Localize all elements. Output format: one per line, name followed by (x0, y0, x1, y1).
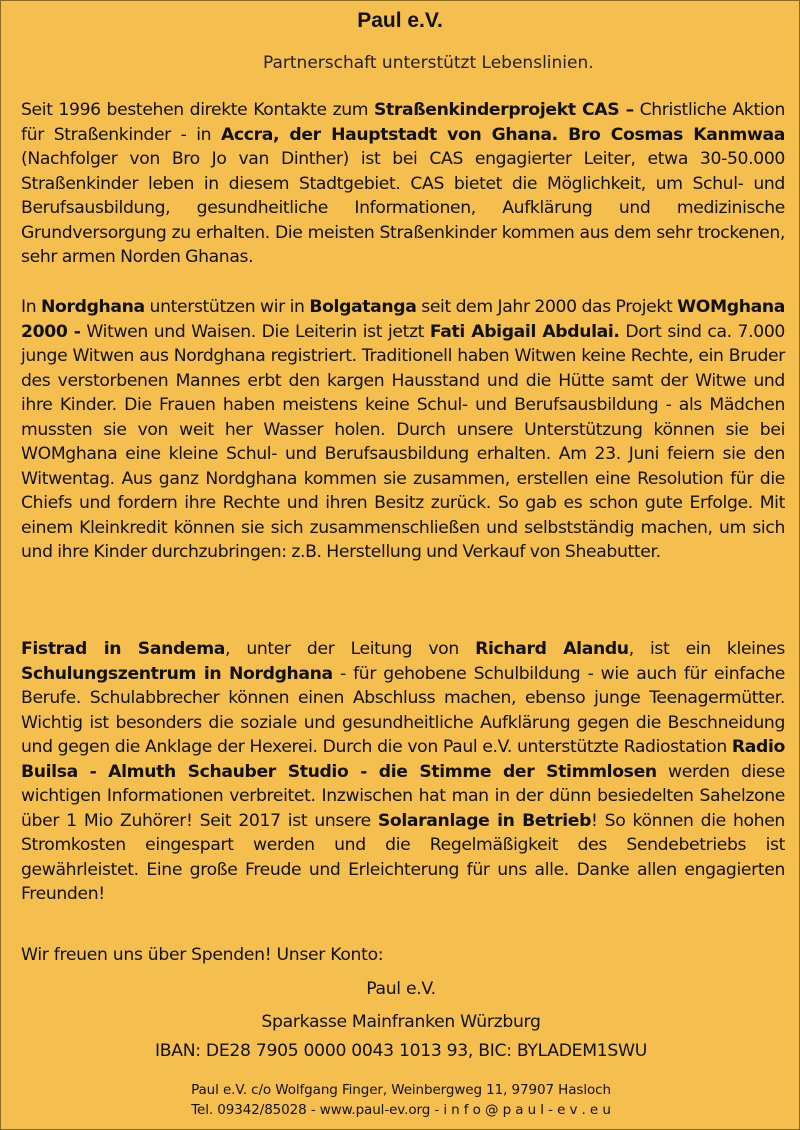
bold-text-run: Straßenkinderprojekt CAS – (373, 100, 634, 120)
bold-text-run: Fistrad in Sandema (21, 639, 226, 659)
text-run: unterstützen wir in (144, 297, 310, 317)
bold-text-run: Schulungszentrum in Nordghana (21, 663, 333, 684)
bold-text-run: Richard Alandu (475, 639, 629, 659)
donation-intro: Wir freuen uns über Spenden! Unser Konto: (21, 945, 384, 965)
paragraph-cas (21, 98, 785, 270)
bold-text-run: Radio Builsa - Almuth Schauber Studio - die Stimme der Stimmlosen (21, 737, 785, 782)
bank-name: Sparkasse Mainfranken Würzburg (261, 1012, 541, 1032)
text-run: seit dem Jahr 2000 das Projekt (416, 297, 678, 317)
text-run: werden diese wichtigen Informationen verbreitet. Inzwischen hat man in der dünn besiedelten Sahelzone über 1 Mio Zuhörer! Seit 2017 ist unsere (21, 761, 785, 831)
bold-text-run: Accra, der Hauptstadt von Ghana. Bro Cosmas Kanmwaa (220, 124, 785, 145)
paragraph-womghana (21, 295, 785, 565)
bold-text-run: Fati Abigail Abdulai. (429, 321, 620, 342)
bold-text-run: Nordghana (41, 297, 145, 317)
text-run: - für gehobene Schulbildung - wie auch für einfache Berufe. Schulabbrecher können einen Abschluss machen, ebenso junge Teenagermütter. Wichtig ist besonders die soziale und gesundheitliche Aufklärung gegen die Beschneidung und gegen die Anklage der Hexerei. Durch die von Paul e.V. unterstützte Radiostation (21, 663, 785, 757)
account-holder: Paul e.V. (366, 979, 436, 999)
footer-contact: Tel. 09342/85028 - www.paul-ev.org - i n f o @ p a u l - e v . e u (191, 1102, 611, 1118)
text-run: ! So können die hohen Stromkosten eingespart werden und die Regelmäßigkeit des Sendebetriebs ist gewährleistet. Eine große Freude und Erleichterung für uns alle. Danke allen engagierten Freunden! (21, 810, 785, 904)
text-run: (Nachfolger von Bro Jo van Dinther) ist bei CAS engagierter Leiter, etwa 30-50.000 Straßenkinder leben in diesem Stadtgebiet. CAS bietet die Möglichkeit, um Schul- und Berufsausbildung, gesundheitliche Informationen, Aufklärung und medizinische Grundversorgung zu erhalten. Die meisten Straßenkinder kommen aus dem sehr trockenen, sehr armen Norden Ghanas. (21, 149, 785, 267)
text-run: Christliche Aktion für Straßenkinder - in (21, 100, 785, 145)
text-run: In (21, 297, 41, 317)
paragraph-fistrad (21, 637, 785, 907)
footer-address: Paul e.V. c/o Wolfgang Finger, Weinbergweg 11, 97907 Hasloch (191, 1082, 611, 1098)
bold-text-run: Bolgatanga (309, 297, 417, 317)
iban-bic: IBAN: DE28 7905 0000 0043 1013 93, BIC: BYLADEM1SWU (154, 1041, 647, 1061)
bold-text-run: WOMghana 2000 - (21, 297, 785, 342)
page-subtitle: Partnerschaft unterstützt Lebenslinien. (263, 53, 594, 73)
text-run: Dort sind ca. 7.000 junge Witwen aus Nordghana registriert. Traditionell haben Witwen keine Rechte, ein Bruder des verstorbenen Mannes erbt den kargen Hausstand und die Hütte samt der Witwe und ihre Kinder. Die Frauen haben meistens keine Schul- und Berufsausbildung - als Mädchen mussten sie von weit her Wasser holen. Durch unsere Unterstützung können sie bei WOMghana eine kleine Schul- und Berufsausbildung erhalten. Am 23. Juni feiern sie den Witwentag. Aus ganz Nordghana kommen sie zusammen, erstellen eine Resolution für die Chiefs und fordern ihre Rechte und ihren Besitz zurück. So gab es schon gute Erfolge. Mit einem Kleinkredit können sie sich zusammenschließen und selbstständig machen, um sich und ihre Kinder durchzubringen: z.B. Herstellung und Verkauf von Sheabutter. (21, 321, 786, 562)
text-run: , ist ein kleines (628, 639, 785, 659)
text-run: , unter der Leitung von (225, 639, 476, 659)
page-title: Paul e.V. (357, 9, 443, 32)
text-run: Seit 1996 bestehen direkte Kontakte zum (21, 100, 374, 120)
bold-text-run: Solaranlage in Betrieb (377, 810, 592, 831)
text-run: Witwen und Waisen. Die Leiterin ist jetzt (80, 321, 430, 342)
